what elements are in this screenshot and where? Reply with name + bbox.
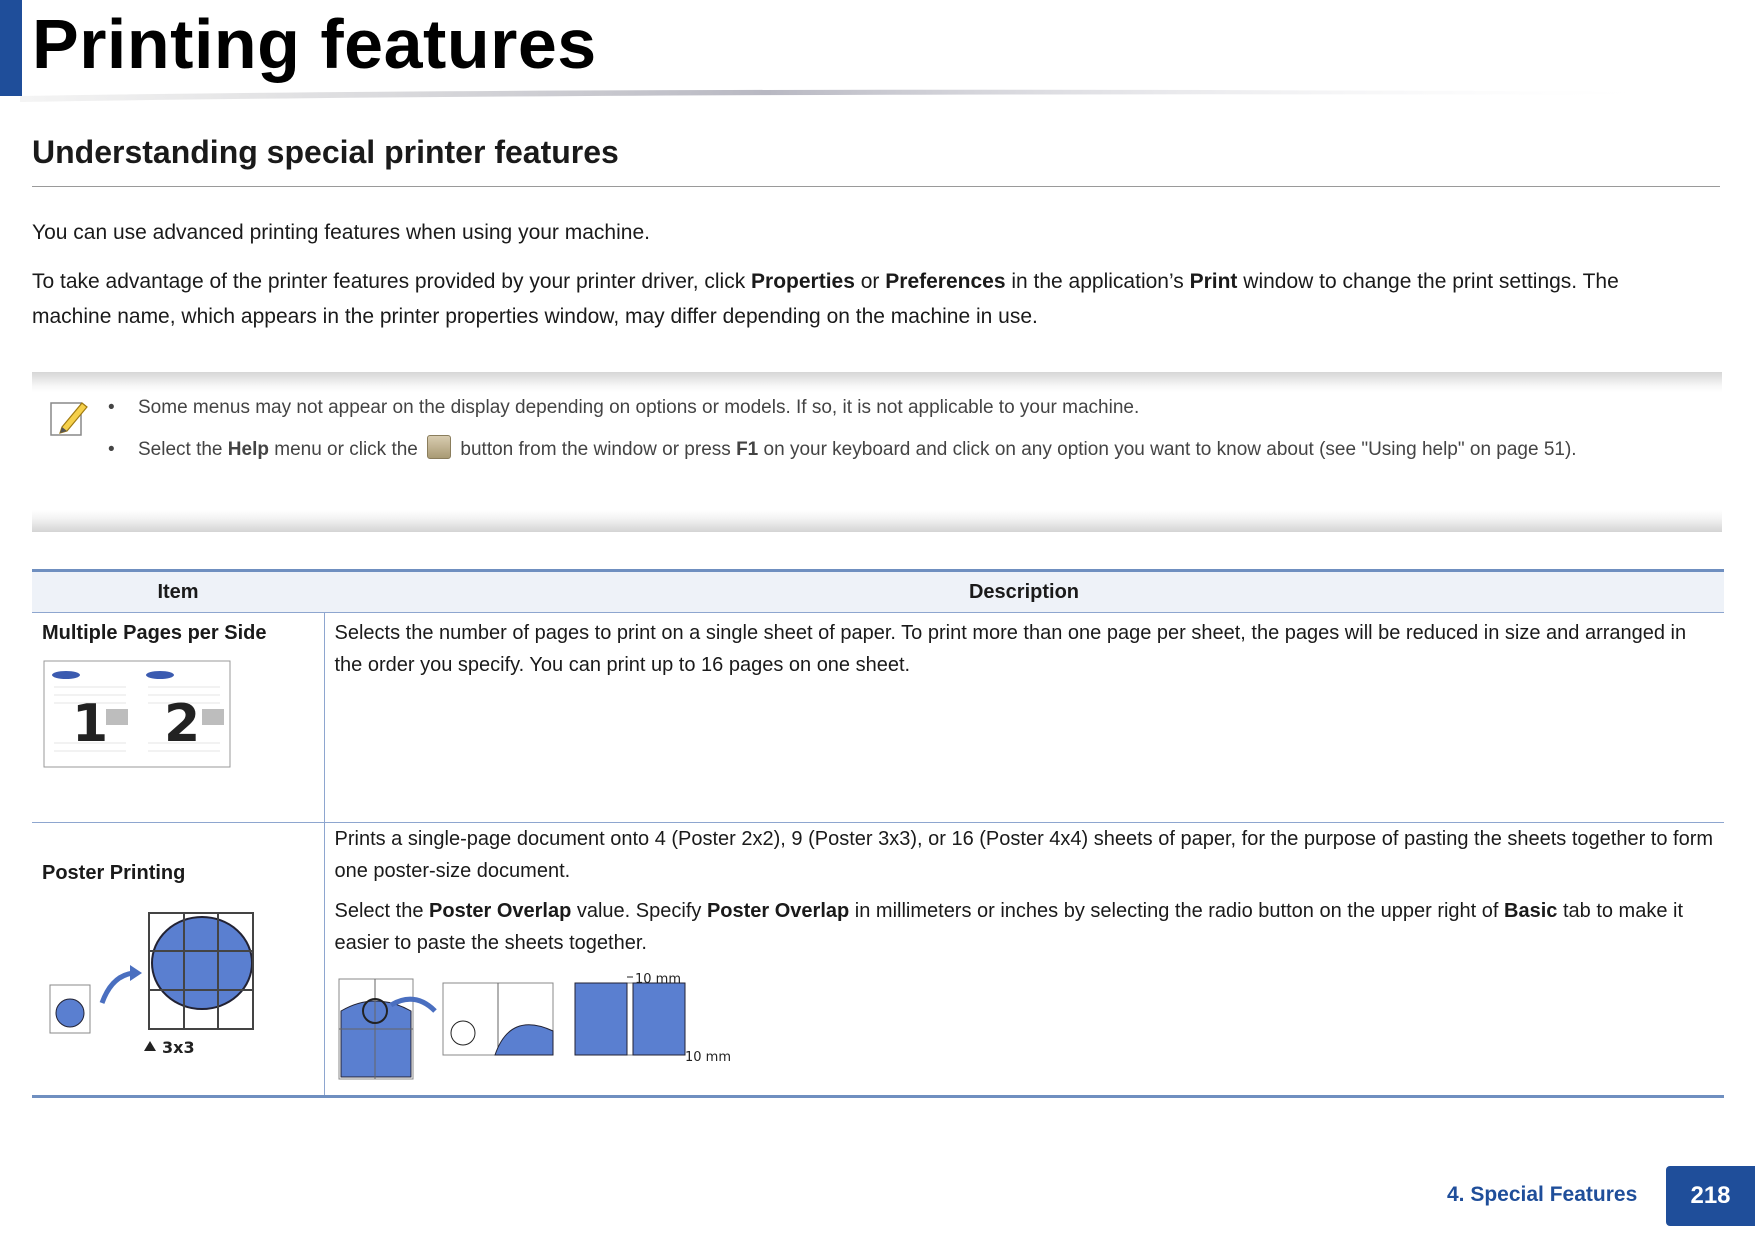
- overlap-width-label: 10 mm: [634, 972, 681, 987]
- features-table: [32, 569, 1724, 1098]
- footer-chapter: 4. Special Features: [1447, 1183, 1638, 1206]
- poster-overlap-term: Poster Overlap: [429, 900, 572, 922]
- column-header-description: Description: [324, 571, 1724, 613]
- pencil-note-icon: [48, 397, 90, 439]
- header-accent-bar: [0, 0, 22, 96]
- poster-overlap-term: Poster Overlap: [706, 900, 850, 922]
- help-term: Help: [227, 439, 269, 460]
- poster-printing-illustration: [42, 903, 292, 1063]
- note-item-1: • Some menus may not appear on the display depending on options or models. If so, it is not applicable to your machine.: [108, 397, 1140, 418]
- note-item-2: • Select the Help menu or click the button from the window or press F1 on your keyboard and click on any option you want to know about (see "Using help" on page 51).: [108, 435, 1708, 465]
- table-row: [32, 613, 1724, 823]
- using-help-link[interactable]: "Using help" on page 51: [1361, 439, 1565, 460]
- note-list: [108, 393, 1708, 477]
- table-row: [32, 823, 1724, 1097]
- row-description: Selects the number of pages to print on a single sheet of paper. To print more than one page per sheet, the pages will be reduced in size and arranged in the order you specify. You can print up to 16 pages on one sheet.: [324, 613, 1724, 823]
- title-underline-swoosh: [20, 86, 1680, 104]
- basic-tab-term: Basic: [1504, 900, 1558, 922]
- intro-paragraph-1: You can use advanced printing features when using your machine.: [32, 221, 650, 244]
- page-number-label-1: 1: [72, 694, 109, 754]
- print-term: Print: [1189, 270, 1238, 293]
- column-header-item: Item: [32, 571, 324, 613]
- overlap-height-label: 10 mm: [684, 1050, 731, 1065]
- page-title: Printing features: [32, 5, 597, 83]
- section-divider: [32, 186, 1720, 187]
- page-number-label-2: 2: [164, 694, 201, 754]
- row-description-paragraph-2: Select the Poster Overlap value. Specify Poster Overlap in millimeters or inches by selecting the radio button on the upper right of Basic tab to make it easier to paste the sheets together.: [334, 900, 1684, 954]
- row-description-paragraph-1: Prints a single-page document onto 4 (Poster 2x2), 9 (Poster 3x3), or 16 (Poster 4x4) sheets of paper, for the purpose of pasting the sheets together to form one poster-size document.: [334, 828, 1714, 882]
- f1-term: F1: [736, 439, 759, 460]
- page-number: 218: [1666, 1166, 1755, 1226]
- intro-paragraph-2: To take advantage of the printer features provided by your printer driver, click Properties or Preferences in the application’s Print window to change the print settings. The machine name, which appears in the printer properties window, may differ depending on the machine in use.: [32, 270, 1619, 328]
- row-item-label: Poster Printing: [42, 862, 186, 884]
- multiple-pages-illustration: [42, 659, 232, 769]
- help-button-icon: [427, 435, 451, 459]
- preferences-term: Preferences: [885, 270, 1006, 293]
- section-heading: Understanding special printer features: [32, 134, 619, 170]
- row-item-label: Multiple Pages per Side: [42, 622, 267, 644]
- poster-overlap-illustration: [335, 971, 735, 1081]
- poster-size-label: 3x3: [162, 1038, 195, 1057]
- properties-term: Properties: [751, 270, 855, 293]
